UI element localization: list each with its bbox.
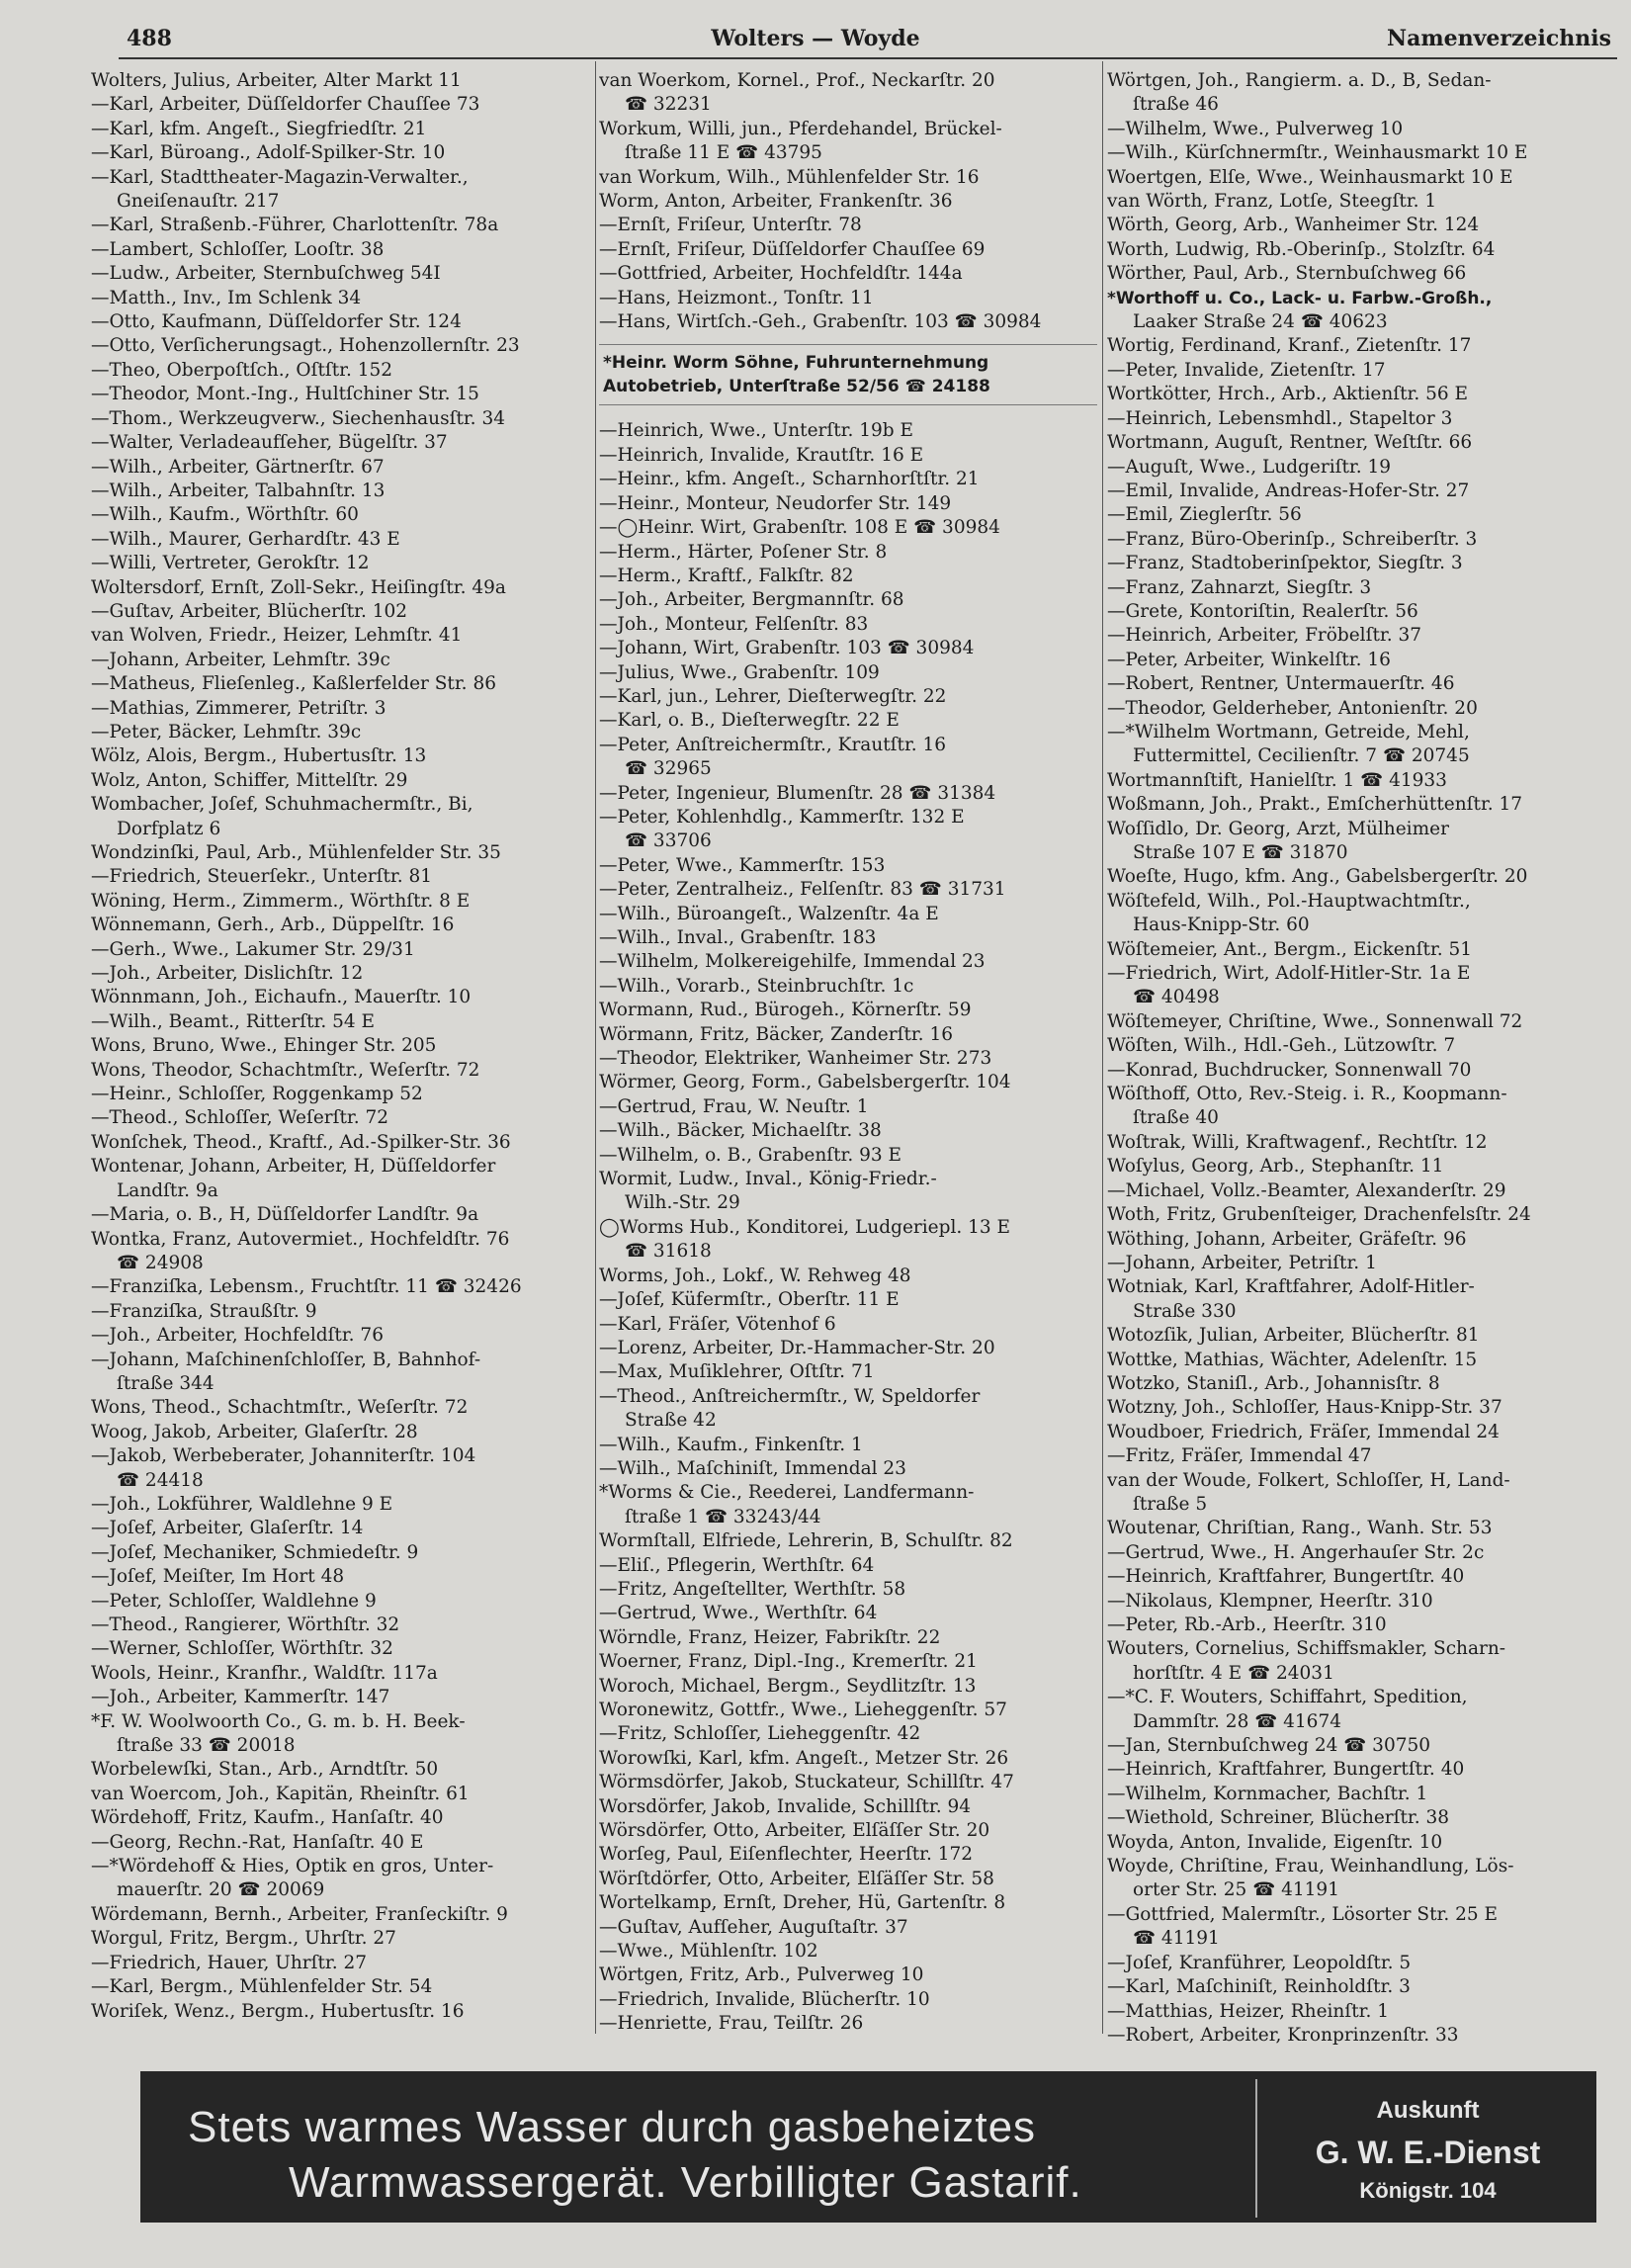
entry-continuation: ☎ 33706 — [625, 830, 712, 852]
directory-entry: —Karl, kfm. Angeſt., Siegfriedſtr. 21 — [91, 118, 427, 139]
directory-entry: —Henriette, Frau, Teilſtr. 26 — [599, 2013, 864, 2035]
directory-entry: Woutenar, Chriſtian, Rang., Wanh. Str. 53 — [1107, 1518, 1493, 1539]
directory-entry: —Gottfried, Malermſtr., Lösorter Str. 25 E — [1107, 1903, 1499, 1925]
entry-continuation: Laaker Straße 24 ☎ 40623 — [1133, 311, 1388, 333]
directory-entry: —*Wördehoff & Hies, Optik en gros, Unter- — [91, 1856, 494, 1877]
directory-entry: Wördemann, Bernh., Arbeiter, Franſeckiſtr. 9 — [91, 1903, 508, 1925]
directory-entry: Wörſtdörfer, Otto, Arbeiter, Elſäſſer Str. 58 — [599, 1868, 994, 1889]
directory-entry: —Theod., Anſtreichermſtr., W, Speldorfer — [599, 1385, 981, 1407]
directory-entry: Woſtrak, Willi, Kraftwagenf., Rechtſtr. 12 — [1107, 1131, 1488, 1153]
directory-entry: —Thom., Werkzeugverw., Siechenhausſtr. 34 — [91, 407, 505, 429]
directory-entry: —Heinrich, Wwe., Unterſtr. 19b E — [599, 420, 914, 442]
directory-entry: Worſeg, Paul, Eiſenflechter, Heerſtr. 172 — [599, 1844, 974, 1866]
directory-entry: Wotniak, Karl, Kraftfahrer, Adolf-Hitler- — [1107, 1276, 1475, 1298]
directory-entry: —Heinrich, Lebensmhdl., Stapeltor 3 — [1107, 407, 1453, 429]
directory-entry: —Otto, Kaufmann, Düſſeldorfer Str. 124 — [91, 311, 462, 333]
worm-soehne-advertisement — [599, 344, 1097, 405]
directory-entry: —Herm., Kraftf., Falkſtr. 82 — [599, 565, 854, 586]
entry-continuation: ſtraße 40 — [1133, 1107, 1219, 1129]
directory-entry: Woog, Jakob, Arbeiter, Glaſerſtr. 28 — [91, 1421, 418, 1442]
directory-entry: —Karl, Straßenb.-Führer, Charlottenſtr. 78a — [91, 215, 499, 236]
directory-entry: Wöſthoff, Otto, Rev.-Steig. i. R., Koopmann- — [1107, 1084, 1507, 1105]
directory-entry: —Wilh., Maurer, Gerhardſtr. 43 E — [91, 528, 400, 550]
directory-entry: —Joſef, Küfermſtr., Oberſtr. 11 E — [599, 1289, 900, 1311]
directory-entry: Workum, Willi, jun., Pferdehandel, Brückel- — [599, 118, 1002, 139]
directory-entry: —Wilhelm, Kornmacher, Bachſtr. 1 — [1107, 1783, 1428, 1804]
directory-entry: —Theodor, Mont.-Ing., Hultſchiner Str. 15 — [91, 384, 479, 405]
directory-entry: —Werner, Schloſſer, Wörthſtr. 32 — [91, 1638, 393, 1660]
entry-continuation: ☎ 32965 — [625, 758, 712, 780]
directory-entry: —Joh., Arbeiter, Kammerſtr. 147 — [91, 1687, 390, 1708]
directory-column-2 — [599, 69, 1097, 2037]
directory-entry: —Heinrich, Kraftfahrer, Bungertſtr. 40 — [1107, 1759, 1465, 1781]
directory-entry: —Heinrich, Arbeiter, Fröbelſtr. 37 — [1107, 625, 1421, 647]
directory-entry: Wouters, Cornelius, Schiffsmakler, Scharn- — [1107, 1638, 1506, 1660]
directory-entry: Wolz, Anton, Schiffer, Mittelſtr. 29 — [91, 769, 408, 791]
directory-entry: —Matthias, Heizer, Rheinſtr. 1 — [1107, 2000, 1389, 2022]
entry-continuation: Wilh.-Str. 29 — [625, 1192, 740, 1214]
banner-side-line-1: Auskunft — [1376, 2097, 1480, 2124]
directory-entry: —Theodor, Gelderheber, Antonienſtr. 20 — [1107, 697, 1478, 719]
directory-entry: —Karl, jun., Lehrer, Dieſterwegſtr. 22 — [599, 685, 947, 707]
directory-entry: Wörther, Paul, Arb., Sternbuſchweg 66 — [1107, 263, 1467, 285]
directory-entry: —Johann, Wirt, Grabenſtr. 103 ☎ 30984 — [599, 638, 975, 659]
ad-line-1: *Heinr. Worm Söhne, Fuhrunternehmung — [603, 353, 989, 374]
directory-entry: *F. W. Woolwoorth Co., G. m. b. H. Beek- — [91, 1710, 466, 1732]
entry-continuation: ☎ 41191 — [1133, 1928, 1220, 1950]
directory-entry: —Johann, Arbeiter, Petriſtr. 1 — [1107, 1252, 1377, 1273]
directory-entry: Wörtgen, Joh., Rangierm. a. D., B, Sedan- — [1107, 70, 1492, 91]
banner-line-1: Stets warmes Wasser durch gasbeheiztes — [188, 2103, 1037, 2151]
directory-entry: —Wilh., Inval., Grabenſtr. 183 — [599, 927, 877, 948]
directory-entry: —Guſtav, Aufſeher, Auguſtaſtr. 37 — [599, 1916, 908, 1938]
directory-entry: —Karl, o. B., Dieſterwegſtr. 22 E — [599, 710, 900, 732]
directory-entry: Wörth, Georg, Arb., Wanheimer Str. 124 — [1107, 215, 1480, 236]
directory-entry: —Franziſka, Lebensm., Fruchtſtr. 11 ☎ 32426 — [91, 1276, 522, 1298]
directory-entry: —Eliſ., Pflegerin, Werthſtr. 64 — [599, 1554, 875, 1576]
directory-entry: —Friedrich, Wirt, Adolf-Hitler-Str. 1a E — [1107, 963, 1471, 985]
directory-entry: Worbelewſki, Stan., Arb., Arndtſtr. 50 — [91, 1759, 439, 1781]
page-title: Wolters — Woyde — [711, 26, 920, 51]
directory-entry: Wöthing, Johann, Arbeiter, Gräfeſtr. 96 — [1107, 1228, 1467, 1250]
directory-entry: —Peter, Kohlenhdlg., Kammerſtr. 132 E — [599, 806, 965, 828]
directory-entry: —Georg, Rechn.-Rat, Hanſaſtr. 40 E — [91, 1831, 424, 1853]
directory-entry: —Wilh., Kaufm., Finkenſtr. 1 — [599, 1434, 863, 1455]
banner-side-line-3: Königstr. 104 — [1359, 2178, 1497, 2203]
directory-entry: —Nikolaus, Klempner, Heerſtr. 310 — [1107, 1590, 1433, 1612]
directory-entry: Wottke, Mathias, Wächter, Adelenſtr. 15 — [1107, 1349, 1478, 1370]
directory-entry: —Theod., Schloſſer, Weſerſtr. 72 — [91, 1107, 389, 1129]
column-2-bottom — [599, 419, 1097, 2036]
directory-entry: —Konrad, Buchdrucker, Sonnenwall 70 — [1107, 1059, 1472, 1081]
directory-entry: van der Woude, Folkert, Schloſſer, H, Land- — [1107, 1469, 1510, 1491]
directory-entry: Wons, Bruno, Wwe., Ehinger Str. 205 — [91, 1035, 437, 1057]
directory-entry: —Hans, Wirtſch.-Geh., Grabenſtr. 103 ☎ 30984 — [599, 311, 1042, 333]
directory-entry: Wortmannſtift, Hanielſtr. 1 ☎ 41933 — [1107, 769, 1447, 791]
directory-entry: —Franz, Stadtoberinſpektor, Siegſtr. 3 — [1107, 553, 1463, 574]
directory-entry: —Wwe., Mühlenſtr. 102 — [599, 1941, 818, 1963]
directory-entry: Wondzinſki, Paul, Arb., Mühlenfelder Str. 35 — [91, 842, 501, 863]
directory-entry: Wörmsdörfer, Jakob, Stuckateur, Schillſtr. 47 — [599, 1772, 1014, 1793]
directory-entry: —Wilh., Beamt., Ritterſtr. 54 E — [91, 1010, 376, 1032]
directory-entry: Woth, Fritz, Grubenſteiger, Drachenfelsſtr. 24 — [1107, 1204, 1531, 1226]
directory-entry: Wormit, Ludw., Inval., König-Friedr.- — [599, 1169, 937, 1190]
entry-continuation: Futtermittel, Cecilienſtr. 7 ☎ 20745 — [1133, 745, 1470, 767]
directory-entry: Woyda, Anton, Invalide, Eigenſtr. 10 — [1107, 1831, 1443, 1853]
directory-entry: —Theo, Oberpoſtſch., Oſtſtr. 152 — [91, 359, 393, 381]
directory-entry: —Herm., Härter, Poſener Str. 8 — [599, 541, 888, 563]
directory-entry: —Joh., Arbeiter, Bergmannſtr. 68 — [599, 589, 904, 611]
gas-advertisement-banner — [140, 2071, 1596, 2223]
directory-entry: van Woercom, Joh., Kapitän, Rheinſtr. 61 — [91, 1783, 470, 1804]
directory-entry: —Gertrud, Wwe., H. Angerhauſer Str. 2c — [1107, 1541, 1485, 1563]
directory-entry: —Peter, Rb.-Arb., Heerſtr. 310 — [1107, 1614, 1387, 1635]
directory-entry: —Theodor, Elektriker, Wanheimer Str. 273 — [599, 1048, 992, 1070]
banner-info-box — [1259, 2071, 1596, 2223]
entry-continuation: Haus-Knipp-Str. 60 — [1133, 915, 1310, 936]
directory-entry: —Karl, Stadttheater-Magazin-Verwalter., — [91, 166, 469, 188]
directory-entry: Wönnmann, Joh., Eichaufn., Mauerſtr. 10 — [91, 987, 472, 1008]
directory-entry: —Franz, Zahnarzt, Siegſtr. 3 — [1107, 576, 1372, 598]
directory-entry: —Peter, Bäcker, Lehmſtr. 39c — [91, 721, 362, 742]
directory-entry: —Lorenz, Arbeiter, Dr.-Hammacher-Str. 20 — [599, 1337, 995, 1358]
directory-entry: Wörmann, Fritz, Bäcker, Zanderſtr. 16 — [599, 1023, 953, 1045]
directory-entry: Woertgen, Elſe, Wwe., Weinhausmarkt 10 E — [1107, 166, 1513, 188]
entry-continuation: mauerſtr. 20 ☎ 20069 — [117, 1879, 325, 1901]
entry-continuation: ☎ 24418 — [117, 1469, 204, 1491]
directory-entry: —Wilhelm, o. B., Grabenſtr. 93 E — [599, 1144, 902, 1166]
directory-entry: Wontenar, Johann, Arbeiter, H, Düſſeldorfer — [91, 1156, 496, 1178]
directory-entry: —Friedrich, Hauer, Uhrſtr. 27 — [91, 1952, 368, 1973]
directory-entry: Wörndle, Franz, Heizer, Fabrikſtr. 22 — [599, 1626, 941, 1648]
directory-entry: Woerner, Franz, Dipl.-Ing., Kremerſtr. 21 — [599, 1651, 978, 1673]
entry-continuation: ſtraße 33 ☎ 20018 — [117, 1735, 296, 1757]
directory-entry: —Jan, Sternbuſchweg 24 ☎ 30750 — [1107, 1735, 1431, 1757]
directory-entry: —Ludw., Arbeiter, Sternbuſchweg 54I — [91, 263, 441, 285]
banner-side-line-2: G. W. E.-Dienst — [1315, 2135, 1541, 2170]
entry-continuation: ☎ 31618 — [625, 1241, 712, 1263]
directory-entry: —◯Heinr. Wirt, Grabenſtr. 108 E ☎ 30984 — [599, 517, 1000, 539]
directory-entry: —Wilh., Kürſchnermſtr., Weinhausmarkt 10 E — [1107, 142, 1528, 164]
directory-entry: —Karl, Maſchiniſt, Reinholdſtr. 3 — [1107, 1976, 1411, 1998]
directory-entry: —Julius, Wwe., Grabenſtr. 109 — [599, 661, 880, 683]
directory-entry: Wombacher, Joſef, Schuhmachermſtr., Bi, — [91, 794, 473, 816]
directory-entry: —Wilh., Arbeiter, Gärtnerſtr. 67 — [91, 456, 385, 478]
directory-column-1 — [91, 69, 593, 2024]
directory-entry: —Peter, Invalide, Zietenſtr. 17 — [1107, 359, 1386, 381]
directory-entry: —Wilh., Maſchiniſt, Immendal 23 — [599, 1457, 906, 1479]
entry-continuation: Dammſtr. 28 ☎ 41674 — [1133, 1710, 1341, 1732]
directory-entry: Wortkötter, Hrch., Arb., Aktienſtr. 56 E — [1107, 384, 1469, 405]
directory-entry: Wortmann, Auguſt, Rentner, Weſtſtr. 66 — [1107, 432, 1473, 454]
directory-entry: van Wolven, Friedr., Heizer, Lehmſtr. 41 — [91, 625, 463, 647]
directory-entry: —Wilh., Arbeiter, Talbahnſtr. 13 — [91, 480, 386, 501]
directory-entry: Wolters, Julius, Arbeiter, Alter Markt 11 — [91, 70, 462, 91]
directory-entry: Woſylus, Georg, Arb., Stephanſtr. 11 — [1107, 1156, 1444, 1178]
directory-entry: —Wilhelm, Wwe., Pulverweg 10 — [1107, 118, 1404, 139]
directory-entry: —Joſef, Kranführer, Leopoldſtr. 5 — [1107, 1952, 1412, 1973]
directory-entry: Wörmer, Georg, Form., Gabelsbergerſtr. 104 — [599, 1072, 1011, 1093]
directory-entry: van Workum, Wilh., Mühlenfelder Str. 16 — [599, 166, 980, 188]
directory-entry: —Auguſt, Wwe., Ludgeriſtr. 19 — [1107, 456, 1392, 478]
directory-entry: —Peter, Ingenieur, Blumenſtr. 28 ☎ 31384 — [599, 782, 996, 804]
directory-entry: Wortelkamp, Ernſt, Dreher, Hü, Gartenſtr. 8 — [599, 1892, 1006, 1914]
directory-entry: —Gertrud, Wwe., Werthſtr. 64 — [599, 1603, 878, 1624]
directory-entry: —Wiethold, Schreiner, Blücherſtr. 38 — [1107, 1807, 1450, 1829]
directory-entry: —*Wilhelm Wortmann, Getreide, Mehl, — [1107, 721, 1470, 742]
entry-continuation: Dorfplatz 6 — [117, 818, 221, 839]
entry-continuation: ſtraße 1 ☎ 33243/44 — [625, 1506, 821, 1527]
directory-entry: Wortig, Ferdinand, Kranf., Zietenſtr. 17 — [1107, 335, 1472, 357]
directory-entry: Woſſidlo, Dr. Georg, Arzt, Mülheimer — [1107, 818, 1449, 839]
directory-entry: Wöſtemeier, Ant., Bergm., Eickenſtr. 51 — [1107, 938, 1473, 960]
directory-entry: Wörsdörfer, Otto, Arbeiter, Elſäſſer Str. 20 — [599, 1820, 990, 1842]
directory-entry: Wonſchek, Theod., Kraftf., Ad.-Spilker-Str. 36 — [91, 1131, 511, 1153]
directory-entry: Worm, Anton, Arbeiter, Frankenſtr. 36 — [599, 191, 953, 213]
directory-entry: Worgul, Fritz, Bergm., Uhrſtr. 27 — [91, 1928, 396, 1950]
directory-entry: —Johann, Arbeiter, Lehmſtr. 39c — [91, 649, 390, 670]
directory-entry: —Joh., Lokführer, Waldlehne 9 E — [91, 1493, 393, 1515]
directory-entry: ◯Worms Hub., Konditorei, Ludgeriepl. 13 E — [599, 1216, 1011, 1238]
directory-entry: —Emil, Invalide, Andreas-Hofer-Str. 27 — [1107, 480, 1470, 501]
directory-entry: Wormann, Rud., Bürogeh., Körnerſtr. 59 — [599, 1000, 972, 1021]
directory-entry: —Jakob, Werbeberater, Johanniterſtr. 104 — [91, 1445, 476, 1467]
directory-entry: Wöſtefeld, Wilh., Pol.-Hauptwachtmſtr., — [1107, 890, 1471, 912]
directory-entry: —Johann, Maſchinenſchloſſer, B, Bahnhof- — [91, 1349, 481, 1370]
directory-entry: Wörtgen, Fritz, Arb., Pulverweg 10 — [599, 1964, 924, 1986]
directory-entry: *Worms & Cie., Reederei, Landfermann- — [599, 1482, 975, 1504]
directory-column-3 — [1107, 69, 1613, 2048]
directory-entry: Wools, Heinr., Kranfhr., Waldſtr. 117a — [91, 1662, 438, 1684]
directory-entry: —Hans, Heizmont., Tonſtr. 11 — [599, 287, 874, 308]
directory-entry: —Ernſt, Friſeur, Unterſtr. 78 — [599, 215, 862, 236]
directory-entry: —Joh., Monteur, Felſenſtr. 83 — [599, 613, 869, 635]
directory-entry: Wormſtall, Elfriede, Lehrerin, B, Schulſtr. 82 — [599, 1530, 1013, 1552]
directory-entry: Wöſten, Wilh., Hdl.-Geh., Lützowſtr. 7 — [1107, 1035, 1456, 1057]
directory-entry: —Peter, Anſtreichermſtr., Krautſtr. 16 — [599, 734, 947, 755]
directory-entry: van Woerkom, Kornel., Prof., Neckarſtr. 20 — [599, 70, 995, 91]
directory-entry: —Franziſka, Straußſtr. 9 — [91, 1300, 317, 1322]
section-title: Namenverzeichnis — [1387, 26, 1611, 51]
directory-entry: —Wilh., Kaufm., Wörthſtr. 60 — [91, 504, 359, 526]
entry-continuation: Landſtr. 9a — [117, 1179, 218, 1201]
column-divider — [1102, 61, 1103, 2034]
directory-entry: Worth, Ludwig, Rb.-Oberinſp., Stolzſtr. 64 — [1107, 238, 1496, 260]
directory-entry: *Worthoff u. Co., Lack- u. Farbw.-Großh., — [1107, 288, 1493, 308]
directory-entry: —Peter, Schloſſer, Waldlehne 9 — [91, 1590, 377, 1612]
directory-entry: —Joſef, Arbeiter, Glaſerſtr. 14 — [91, 1518, 364, 1539]
directory-entry: —Wilh., Bäcker, Michaelſtr. 38 — [599, 1120, 882, 1142]
directory-entry: Worsdörfer, Jakob, Invalide, Schillſtr. 94 — [599, 1795, 972, 1817]
directory-entry: —Peter, Arbeiter, Winkelſtr. 16 — [1107, 649, 1391, 670]
directory-entry: —Walter, Verladeaufſeher, Bügelſtr. 37 — [91, 432, 448, 454]
directory-entry: —Peter, Zentralheiz., Felſenſtr. 83 ☎ 31731 — [599, 879, 1006, 901]
directory-entry: Worms, Joh., Lokf., W. Rehweg 48 — [599, 1265, 911, 1286]
ad-line-2: Autobetrieb, Unterſtraße 52/56 ☎ 24188 — [603, 377, 990, 397]
directory-entry: —Matheus, Flieſenleg., Kaßlerfelder Str. 86 — [91, 673, 496, 695]
directory-entry: —Emil, Zieglerſtr. 56 — [1107, 504, 1302, 526]
banner-main — [140, 2071, 1255, 2223]
directory-entry: Wons, Theodor, Schachtmſtr., Weſerſtr. 72 — [91, 1059, 480, 1081]
directory-entry: —Joſef, Meiſter, Im Hort 48 — [91, 1566, 345, 1588]
directory-entry: —Joh., Arbeiter, Dislichſtr. 12 — [91, 963, 364, 985]
column-2-top — [599, 69, 1097, 334]
directory-entry: —Fritz, Fräſer, Immendal 47 — [1107, 1445, 1372, 1467]
directory-entry: —Heinrich, Invalide, Krautſtr. 16 E — [599, 444, 924, 466]
directory-entry: —Fritz, Schloſſer, Lieheggenſtr. 42 — [599, 1723, 921, 1745]
header-rule — [119, 57, 1617, 59]
directory-entry: —Karl, Bergm., Mühlenfelder Str. 54 — [91, 1976, 433, 1998]
directory-entry: —Franz, Büro-Oberinſp., Schreiberſtr. 3 — [1107, 528, 1478, 550]
directory-entry: —Gerh., Wwe., Lakumer Str. 29/31 — [91, 938, 415, 960]
directory-entry: Wotzko, Staniſl., Arb., Johannisſtr. 8 — [1107, 1372, 1440, 1394]
directory-entry: Wotzny, Joh., Schloſſer, Haus-Knipp-Str. 37 — [1107, 1397, 1502, 1419]
column-divider — [595, 61, 596, 2034]
directory-entry: —*C. F. Wouters, Schiffahrt, Spedition, — [1107, 1687, 1468, 1708]
entry-continuation: ☎ 40498 — [1133, 987, 1220, 1008]
directory-entry: —Robert, Rentner, Untermauerſtr. 46 — [1107, 673, 1455, 695]
entry-continuation: ſtraße 46 — [1133, 94, 1219, 116]
directory-entry: —Michael, Vollz.-Beamter, Alexanderſtr. 29 — [1107, 1179, 1506, 1201]
directory-entry: Woeſte, Hugo, kfm. Ang., Gabelsbergerſtr. 20 — [1107, 866, 1528, 888]
directory-entry: Woyde, Chriſtine, Frau, Weinhandlung, Lös- — [1107, 1856, 1514, 1877]
page-number: 488 — [127, 26, 172, 51]
entry-continuation: ſtraße 344 — [117, 1372, 215, 1394]
directory-entry: —Heinr., Schloſſer, Roggenkamp 52 — [91, 1084, 423, 1105]
entry-continuation: ☎ 32231 — [625, 94, 712, 116]
entry-continuation: Straße 42 — [625, 1410, 717, 1432]
directory-entry: van Wörth, Franz, Lotſe, Steegſtr. 1 — [1107, 191, 1437, 213]
entry-continuation: horſtſtr. 4 E ☎ 24031 — [1133, 1662, 1334, 1684]
entry-continuation: Gneiſenauſtr. 217 — [117, 191, 280, 213]
entry-continuation: Straße 107 E ☎ 31870 — [1133, 842, 1348, 863]
directory-entry: —Gottfried, Arbeiter, Hochfeldſtr. 144a — [599, 263, 963, 285]
directory-entry: Wölz, Alois, Bergm., Hubertusſtr. 13 — [91, 745, 427, 767]
directory-entry: —Karl, Arbeiter, Düſſeldorfer Chauſſee 73 — [91, 94, 480, 116]
directory-entry: Woltersdorf, Ernſt, Zoll-Sekr., Heiſingſtr. 49a — [91, 576, 506, 598]
entry-continuation: Straße 330 — [1133, 1300, 1237, 1322]
directory-entry: —Grete, Kontoriſtin, Realerſtr. 56 — [1107, 600, 1418, 622]
directory-entry: —Guſtav, Arbeiter, Blücherſtr. 102 — [91, 600, 408, 622]
directory-entry: —Peter, Wwe., Kammerſtr. 153 — [599, 854, 886, 876]
directory-entry: Woronewitz, Gottfr., Wwe., Lieheggenſtr. 57 — [599, 1700, 1007, 1720]
directory-entry: —Robert, Arbeiter, Kronprinzenſtr. 33 — [1107, 2024, 1459, 2046]
directory-entry: —Lambert, Schloſſer, Looſtr. 38 — [91, 238, 385, 260]
directory-entry: —Maria, o. B., H, Düſſeldorfer Landſtr. 9a — [91, 1204, 479, 1226]
directory-entry: —Heinr., Monteur, Neudorfer Str. 149 — [599, 492, 952, 514]
directory-entry: —Joh., Arbeiter, Hochfeldſtr. 76 — [91, 1325, 384, 1347]
directory-entry: Worowſki, Karl, kfm. Angeſt., Metzer Str. 26 — [599, 1747, 1009, 1769]
entry-continuation: ſtraße 5 — [1133, 1493, 1208, 1515]
directory-entry: Wönnemann, Gerh., Arb., Düppelſtr. 16 — [91, 915, 455, 936]
directory-entry: Wontka, Franz, Autovermiet., Hochfeldſtr. 76 — [91, 1228, 510, 1250]
directory-entry: —Joſef, Mechaniker, Schmiedeſtr. 9 — [91, 1541, 419, 1563]
banner-line-2: Warmwassergerät. Verbilligter Gastarif. — [289, 2158, 1082, 2207]
directory-entry: Wöning, Herm., Zimmerm., Wörthſtr. 8 E — [91, 890, 471, 912]
directory-entry: Wördehoff, Fritz, Kaufm., Hanſaſtr. 40 — [91, 1807, 444, 1829]
directory-entry: Wöſtemeyer, Chriſtine, Wwe., Sonnenwall 72 — [1107, 1010, 1523, 1032]
banner-divider — [1255, 2079, 1257, 2218]
directory-entry: —Karl, Büroang., Adolf-Spilker-Str. 10 — [91, 142, 446, 164]
directory-entry: Wons, Theod., Schachtmſtr., Weſerſtr. 72 — [91, 1397, 469, 1419]
directory-entry: —Friedrich, Invalide, Blücherſtr. 10 — [599, 1988, 930, 2010]
entry-continuation: orter Str. 25 ☎ 41191 — [1133, 1879, 1339, 1901]
directory-entry: Woudboer, Friedrich, Fräſer, Immendal 24 — [1107, 1421, 1500, 1442]
directory-entry: —Wilh., Büroangeſt., Walzenſtr. 4a E — [599, 903, 939, 924]
directory-entry: —Friedrich, Steuerſekr., Unterſtr. 81 — [91, 866, 433, 888]
directory-entry: —Ernſt, Friſeur, Düſſeldorfer Chauſſee 69 — [599, 238, 986, 260]
directory-entry: Woriſek, Wenz., Bergm., Hubertusſtr. 16 — [91, 2000, 465, 2022]
directory-entry: —Mathias, Zimmerer, Petriſtr. 3 — [91, 697, 386, 719]
directory-entry: Wotozſik, Julian, Arbeiter, Blücherſtr. 81 — [1107, 1325, 1480, 1347]
entry-continuation: ſtraße 11 E ☎ 43795 — [625, 142, 822, 164]
directory-entry: —Karl, Fräſer, Vötenhof 6 — [599, 1313, 836, 1335]
directory-entry: —Gertrud, Frau, W. Neuſtr. 1 — [599, 1095, 869, 1117]
entry-continuation: ☎ 24908 — [117, 1252, 204, 1273]
directory-entry: —Heinr., kfm. Angeſt., Scharnhorſtſtr. 21 — [599, 469, 980, 490]
directory-entry: —Wilhelm, Molkereigehilfe, Immendal 23 — [599, 951, 986, 973]
directory-entry: —Matth., Inv., Im Schlenk 34 — [91, 287, 362, 308]
directory-entry: Woroch, Michael, Bergm., Seydlitzſtr. 13 — [599, 1675, 977, 1697]
directory-entry: —Heinrich, Kraftfahrer, Bungertſtr. 40 — [1107, 1566, 1465, 1588]
directory-entry: —Wilh., Vorarb., Steinbruchſtr. 1c — [599, 975, 914, 997]
directory-entry: —Fritz, Angeſtellter, Werthſtr. 58 — [599, 1578, 906, 1600]
directory-entry: —Max, Muſiklehrer, Oſtſtr. 71 — [599, 1361, 875, 1383]
directory-entry: —Willi, Vertreter, Gerokſtr. 12 — [91, 553, 370, 574]
directory-entry: —Otto, Verſicherungsagt., Hohenzollernſtr. 23 — [91, 335, 520, 357]
directory-entry: Woßmann, Joh., Prakt., Emſcherhüttenſtr. 17 — [1107, 794, 1523, 816]
directory-entry: —Theod., Rangierer, Wörthſtr. 32 — [91, 1614, 400, 1635]
